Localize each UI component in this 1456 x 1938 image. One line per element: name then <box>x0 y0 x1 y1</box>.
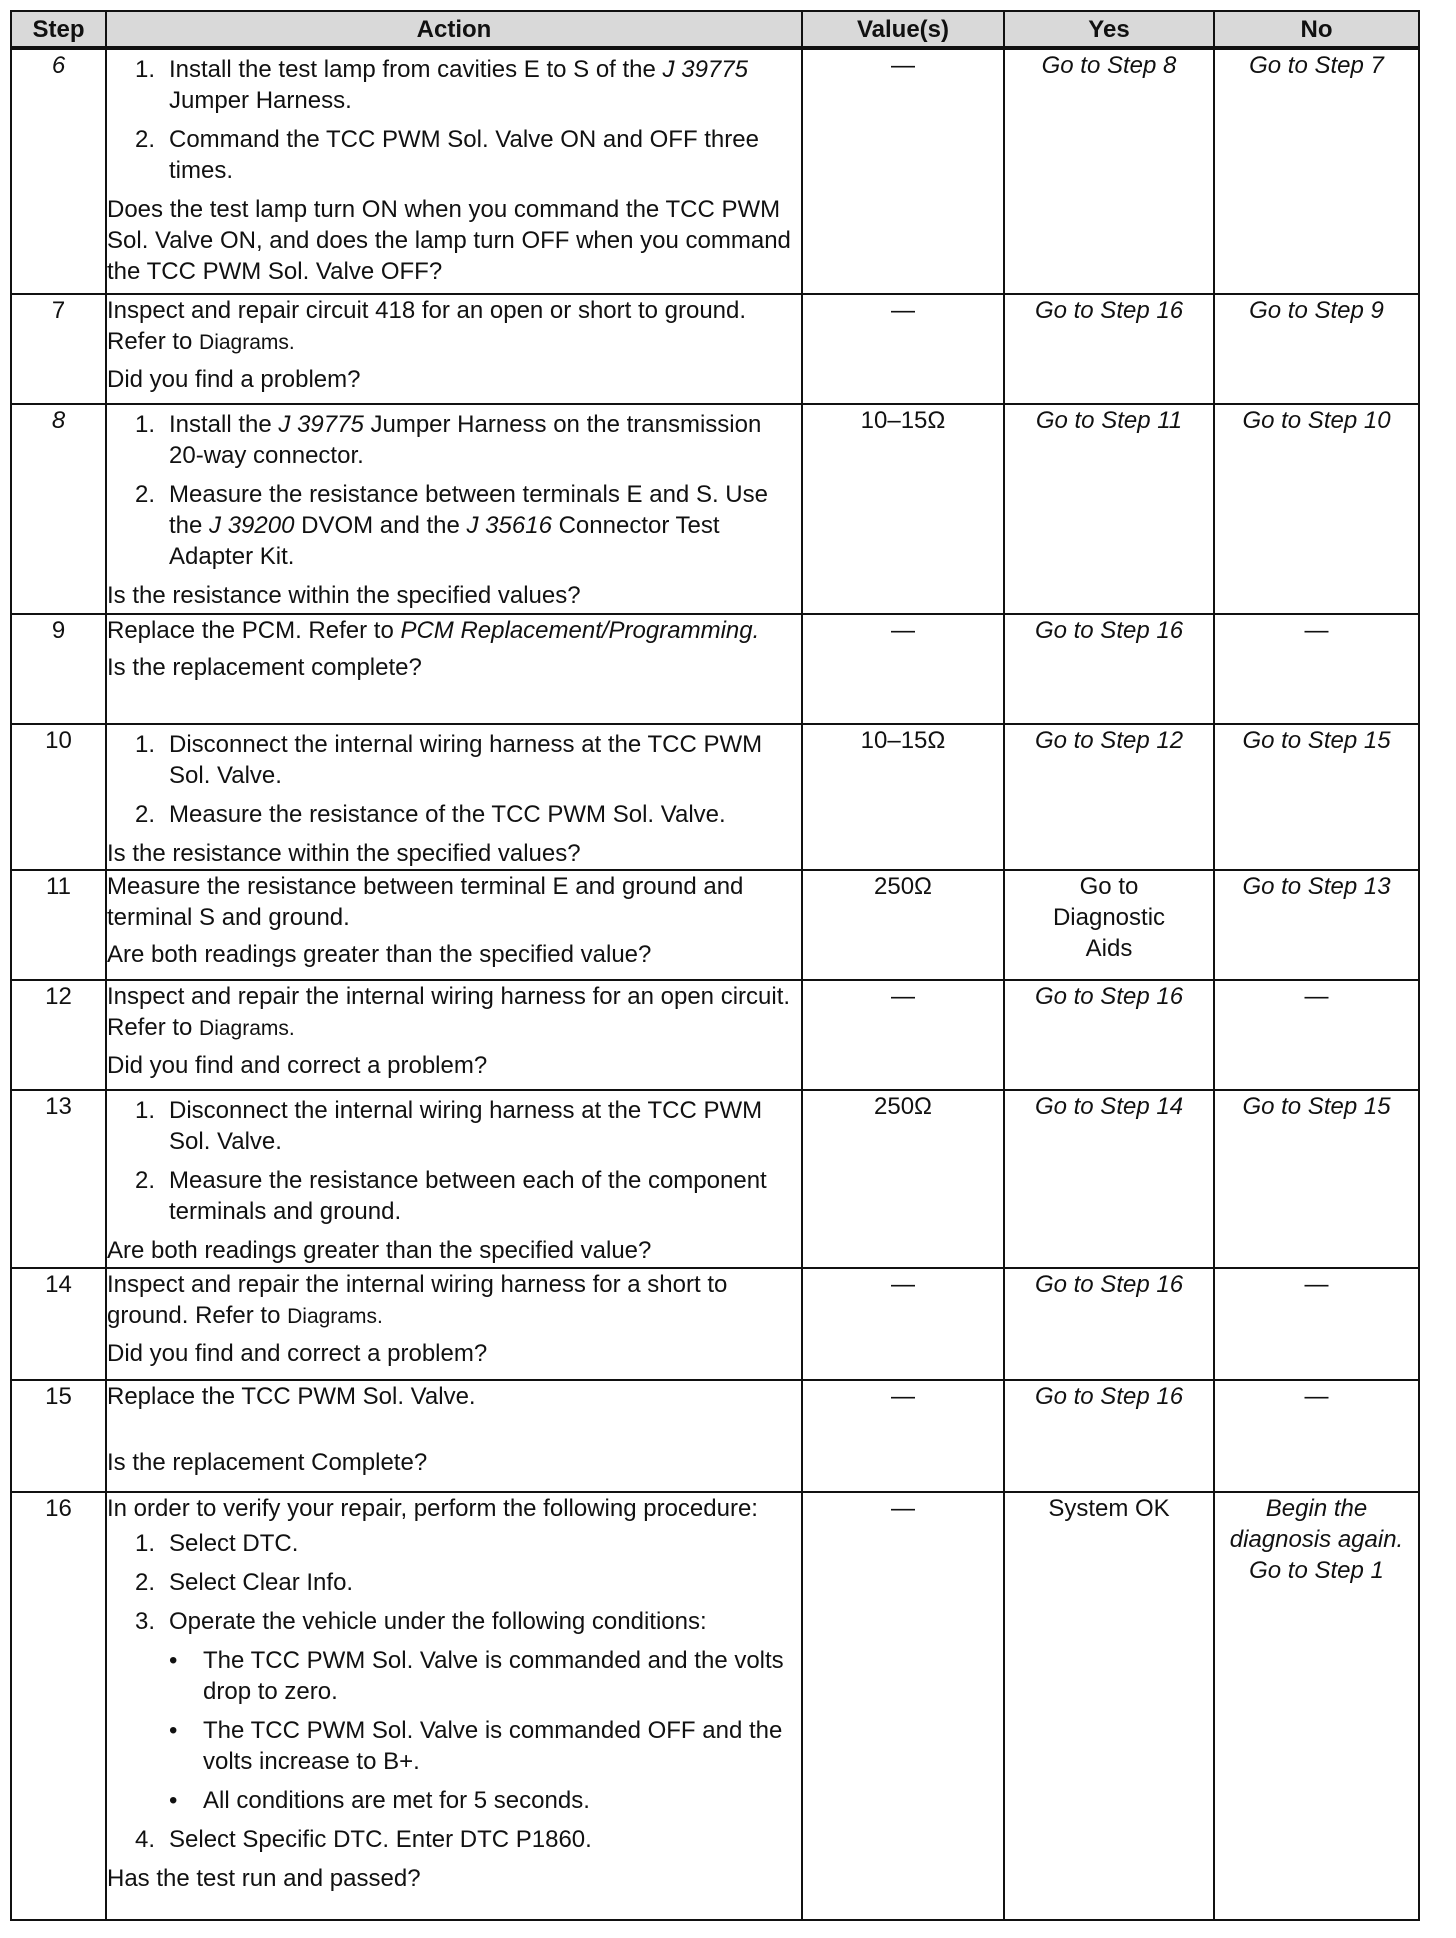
value-cell: — <box>802 1492 1004 1920</box>
table-row <box>11 614 1419 724</box>
value-cell: 10–15Ω <box>802 724 1004 870</box>
table-row <box>11 1268 1419 1380</box>
list-item: 2. Measure the resistance between terminals E and S. Use the J 39200 DVOM and the J 35616 Connector Test Adapter Kit. <box>135 481 768 570</box>
action-cell <box>106 980 802 1090</box>
yes-cell: Go to Step 16 <box>1004 980 1214 1090</box>
list-item: 1. Install the J 39775 Jumper Harness on the transmission 20-way connector. <box>135 411 762 469</box>
yes-cell: Go to Step 16 <box>1004 1268 1214 1380</box>
table-row <box>11 1492 1419 1920</box>
action-cell <box>106 48 802 294</box>
bullet-item: • The TCC PWM Sol. Valve is commanded and the volts drop to zero. <box>169 1647 784 1705</box>
no-cell: Go to Step 7 <box>1214 48 1419 294</box>
action-text: Inspect and repair circuit 418 for an open or short to ground. Refer to Diagrams. <box>107 297 747 355</box>
action-question: Is the replacement complete? <box>107 654 422 681</box>
no-cell: — <box>1214 614 1419 724</box>
action-question: Did you find and correct a problem? <box>107 1052 488 1079</box>
table-row <box>11 294 1419 404</box>
step-number: 12 <box>11 980 106 1090</box>
step-number: 13 <box>11 1090 106 1268</box>
bullet-item: • The TCC PWM Sol. Valve is commanded OFF and the volts increase to B+. <box>169 1717 783 1775</box>
value-cell: — <box>802 980 1004 1090</box>
list-item: 4. Select Specific DTC. Enter DTC P1860. <box>135 1826 592 1853</box>
action-cell <box>106 724 802 870</box>
no-cell: Begin the diagnosis again. Go to Step 1 <box>1214 1492 1419 1920</box>
header-action: Action <box>106 11 802 48</box>
action-question: Is the resistance within the specified values? <box>107 582 581 609</box>
action-cell <box>106 614 802 724</box>
action-question: Are both readings greater than the specified value? <box>107 941 652 968</box>
list-item: 2. Select Clear Info. <box>135 1569 354 1596</box>
table-row <box>11 1090 1419 1268</box>
list-item: 1. Disconnect the internal wiring harness at the TCC PWM Sol. Valve. <box>135 1097 763 1155</box>
value-cell: — <box>802 614 1004 724</box>
no-cell: Go to Step 9 <box>1214 294 1419 404</box>
action-cell <box>106 1268 802 1380</box>
step-number: 14 <box>11 1268 106 1380</box>
no-cell: Go to Step 13 <box>1214 870 1419 980</box>
bullet-item: • All conditions are met for 5 seconds. <box>169 1787 590 1814</box>
step-number: 8 <box>11 404 106 614</box>
table-row <box>11 48 1419 294</box>
table-row <box>11 980 1419 1090</box>
no-cell: Go to Step 10 <box>1214 404 1419 614</box>
header-step: Step <box>11 11 106 48</box>
step-number: 9 <box>11 614 106 724</box>
action-text: Inspect and repair the internal wiring harness for an open circuit. Refer to Diagrams. <box>107 983 791 1041</box>
step-number: 6 <box>11 48 106 294</box>
action-question: Has the test run and passed? <box>107 1865 421 1892</box>
header-values: Value(s) <box>802 11 1004 48</box>
action-cell <box>106 1090 802 1268</box>
table-row <box>11 1380 1419 1492</box>
diagnostic-table <box>10 10 1420 1921</box>
list-item: 1. Install the test lamp from cavities E to S of the J 39775 Jumper Harness. <box>135 56 748 114</box>
step-number: 16 <box>11 1492 106 1920</box>
yes-cell: Go to Step 16 <box>1004 294 1214 404</box>
action-cell <box>106 1492 802 1920</box>
action-question: Are both readings greater than the specified value? <box>107 1237 652 1264</box>
list-item: 2. Measure the resistance between each of the component terminals and ground. <box>135 1167 767 1225</box>
yes-cell: Go to Step 16 <box>1004 614 1214 724</box>
step-number: 10 <box>11 724 106 870</box>
header-no: No <box>1214 11 1419 48</box>
action-cell <box>106 870 802 980</box>
action-question: Does the test lamp turn ON when you command the TCC PWM Sol. Valve ON, and does the lamp turn OFF when you command the TCC PWM Sol. Valve OFF? <box>107 196 791 285</box>
action-question: Is the replacement Complete? <box>107 1449 428 1476</box>
table-header-row <box>11 11 1419 48</box>
action-text: Replace the TCC PWM Sol. Valve. <box>107 1383 476 1410</box>
action-text: Replace the PCM. Refer to PCM Replacement/Programming. <box>107 617 760 644</box>
value-cell: 10–15Ω <box>802 404 1004 614</box>
yes-cell: Go to Step 12 <box>1004 724 1214 870</box>
value-cell: 250Ω <box>802 1090 1004 1268</box>
action-question: Is the resistance within the specified values? <box>107 840 581 867</box>
table-row <box>11 870 1419 980</box>
step-number: 7 <box>11 294 106 404</box>
action-text: Inspect and repair the internal wiring harness for a short to ground. Refer to Diagrams. <box>107 1271 728 1329</box>
yes-cell: Go to Diagnostic Aids <box>1004 870 1214 980</box>
action-cell <box>106 1380 802 1492</box>
value-cell: — <box>802 1380 1004 1492</box>
action-cell <box>106 294 802 404</box>
step-number: 15 <box>11 1380 106 1492</box>
no-cell: — <box>1214 1380 1419 1492</box>
action-cell <box>106 404 802 614</box>
value-cell: — <box>802 48 1004 294</box>
list-item: 2. Command the TCC PWM Sol. Valve ON and OFF three times. <box>135 126 759 184</box>
no-cell: — <box>1214 1268 1419 1380</box>
yes-cell: System OK <box>1004 1492 1214 1920</box>
table-row <box>11 724 1419 870</box>
no-cell: Go to Step 15 <box>1214 1090 1419 1268</box>
header-yes: Yes <box>1004 11 1214 48</box>
yes-cell: Go to Step 11 <box>1004 404 1214 614</box>
list-item: 1. Select DTC. <box>135 1530 299 1557</box>
yes-cell: Go to Step 14 <box>1004 1090 1214 1268</box>
no-cell: Go to Step 15 <box>1214 724 1419 870</box>
yes-cell: Go to Step 8 <box>1004 48 1214 294</box>
action-text: Measure the resistance between terminal E and ground and terminal S and ground. <box>107 873 744 931</box>
no-cell: — <box>1214 980 1419 1090</box>
yes-cell: Go to Step 16 <box>1004 1380 1214 1492</box>
action-question: Did you find a problem? <box>107 366 361 393</box>
action-text: In order to verify your repair, perform the following procedure: <box>107 1495 758 1522</box>
action-question: Did you find and correct a problem? <box>107 1340 488 1367</box>
table-row <box>11 404 1419 614</box>
step-number: 11 <box>11 870 106 980</box>
value-cell: — <box>802 294 1004 404</box>
list-item: 3. Operate the vehicle under the following conditions: <box>135 1608 707 1635</box>
value-cell: — <box>802 1268 1004 1380</box>
list-item: 2. Measure the resistance of the TCC PWM Sol. Valve. <box>135 801 726 828</box>
value-cell: 250Ω <box>802 870 1004 980</box>
list-item: 1. Disconnect the internal wiring harness at the TCC PWM Sol. Valve. <box>135 731 763 789</box>
